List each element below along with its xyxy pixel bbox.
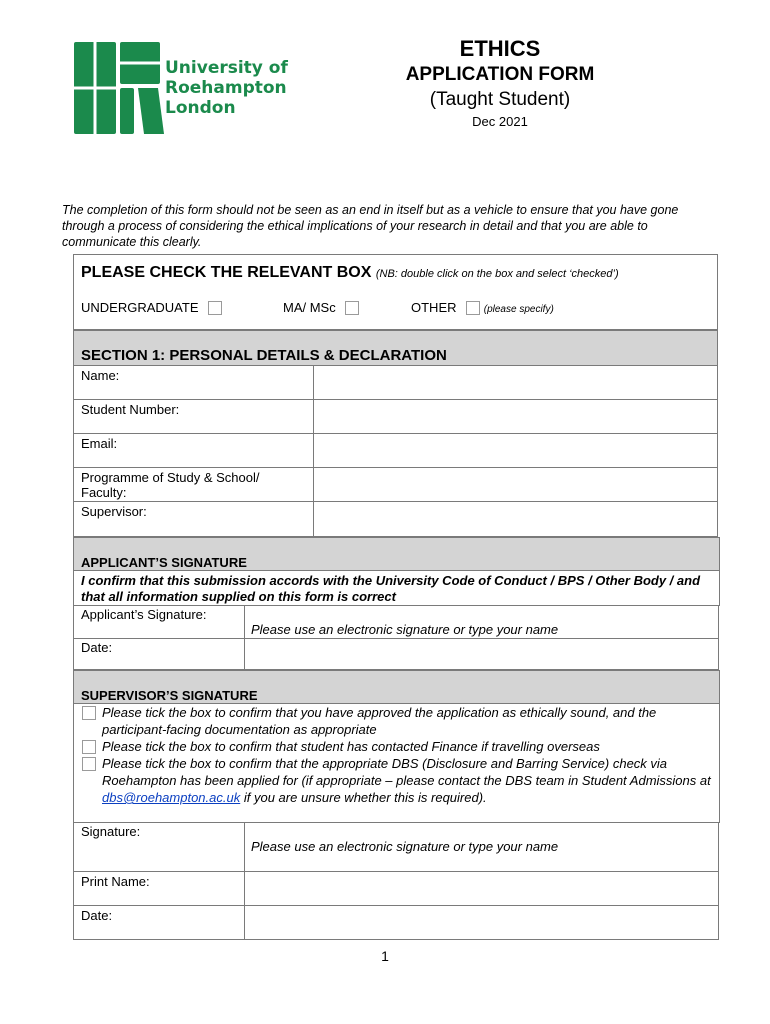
print-name-input[interactable] [244, 871, 719, 906]
tick-dbs-text-a: Please tick the box to confirm that the appropriate DBS (Disclosure and Barring Service) check via Roehampton has been applied for (if appropriate – please contact the DBS team in Student Admissions at [102, 756, 711, 788]
supervisor-label: Supervisor: [81, 504, 147, 519]
applicant-date-label-cell [73, 638, 245, 670]
name-label-cell [73, 365, 314, 400]
tick-approved-text: Please tick the box to confirm that you have approved the application as ethically sound, and the participant-facing documentation as appropriate [102, 705, 657, 737]
tick-finance-text: Please tick the box to confirm that student has contacted Finance if travelling overseas [102, 739, 600, 754]
tick-dbs-text [102, 755, 714, 806]
intro-text: The completion of this form should not be seen as an end in itself but as a vehicle to ensure that you have gone through a process of considering the ethical implications of your research in detail and that you are able to communicate this clearly. [62, 203, 679, 249]
option-undergraduate-label: UNDERGRADUATE [81, 300, 199, 315]
supervisor-input[interactable] [313, 501, 718, 537]
email-input[interactable] [313, 433, 718, 468]
student-number-label: Student Number: [81, 402, 180, 417]
tick-dbs-checkbox[interactable] [82, 757, 96, 771]
other-checkbox[interactable] [466, 301, 480, 315]
section1-heading: SECTION 1: PERSONAL DETAILS & DECLARATION [81, 347, 447, 364]
programme-label-cell [73, 467, 314, 502]
masters-checkbox[interactable] [345, 301, 359, 315]
programme-label: Programme of Study & School/ Faculty: [81, 470, 260, 500]
page-number: 1 [381, 948, 389, 964]
check-box-note: (NB: double click on the box and select ‘checked’) [375, 268, 619, 280]
supervisor-date-label-cell [73, 905, 245, 940]
option-masters[interactable] [283, 300, 359, 315]
supervisor-date-input[interactable] [244, 905, 719, 940]
name-input[interactable] [313, 365, 718, 400]
applicant-signature-input[interactable] [244, 605, 719, 639]
form-title: ETHICS [459, 36, 541, 61]
please-specify: (please specify) [483, 304, 554, 315]
email-label-cell [73, 433, 314, 468]
applicant-date-label: Date: [81, 640, 113, 655]
applicant-signature-label: Applicant’s Signature: [81, 607, 207, 622]
print-name-label: Print Name: [81, 874, 150, 889]
logo-line-3: London [165, 98, 236, 118]
supervisor-signature-label: Signature: [81, 824, 141, 839]
logo-text [165, 58, 288, 118]
supervisor-label-cell [73, 501, 314, 537]
print-name-label-cell [73, 871, 245, 906]
dbs-email-link[interactable]: dbs@roehampton.ac.uk [102, 790, 241, 805]
email-label: Email: [81, 436, 118, 451]
tick-finance-checkbox[interactable] [82, 740, 96, 754]
supervisor-signature-hint: Please use an electronic signature or type your name [251, 839, 559, 854]
applicant-date-input[interactable] [244, 638, 719, 670]
form-date: Dec 2021 [472, 114, 528, 129]
undergraduate-checkbox[interactable] [208, 301, 222, 315]
option-masters-label: MA/ MSc [283, 300, 336, 315]
supervisor-signature-input[interactable] [244, 822, 719, 872]
tick-dbs-text-b: if you are unsure whether this is required). [243, 790, 487, 805]
check-box-heading-row [81, 264, 711, 282]
option-other[interactable] [411, 300, 554, 315]
form-type: (Taught Student) [429, 89, 571, 110]
declaration-text: I confirm that this submission accords with the University Code of Conduct / BPS / Other Body / and that all information supplied on this form is correct [81, 573, 701, 604]
form-subtitle: APPLICATION FORM [405, 64, 595, 85]
tick-approved-checkbox[interactable] [82, 706, 96, 720]
supervisor-signature-label-cell [73, 822, 245, 872]
programme-input[interactable] [313, 467, 718, 502]
applicant-heading: APPLICANT’S SIGNATURE [81, 555, 247, 570]
supervisor-heading: SUPERVISOR’S SIGNATURE [81, 688, 258, 703]
option-undergraduate[interactable] [81, 300, 222, 315]
logo-line-1: University of [165, 58, 288, 78]
check-box-heading: PLEASE CHECK THE RELEVANT BOX [81, 264, 372, 281]
logo-line-2: Roehampton [165, 78, 287, 98]
applicant-signature-hint: Please use an electronic signature or type your name [251, 622, 559, 637]
name-label: Name: [81, 368, 120, 383]
student-number-input[interactable] [313, 399, 718, 434]
student-number-label-cell [73, 399, 314, 434]
supervisor-date-label: Date: [81, 908, 113, 923]
option-other-label: OTHER [411, 300, 457, 315]
applicant-signature-label-cell [73, 605, 245, 639]
